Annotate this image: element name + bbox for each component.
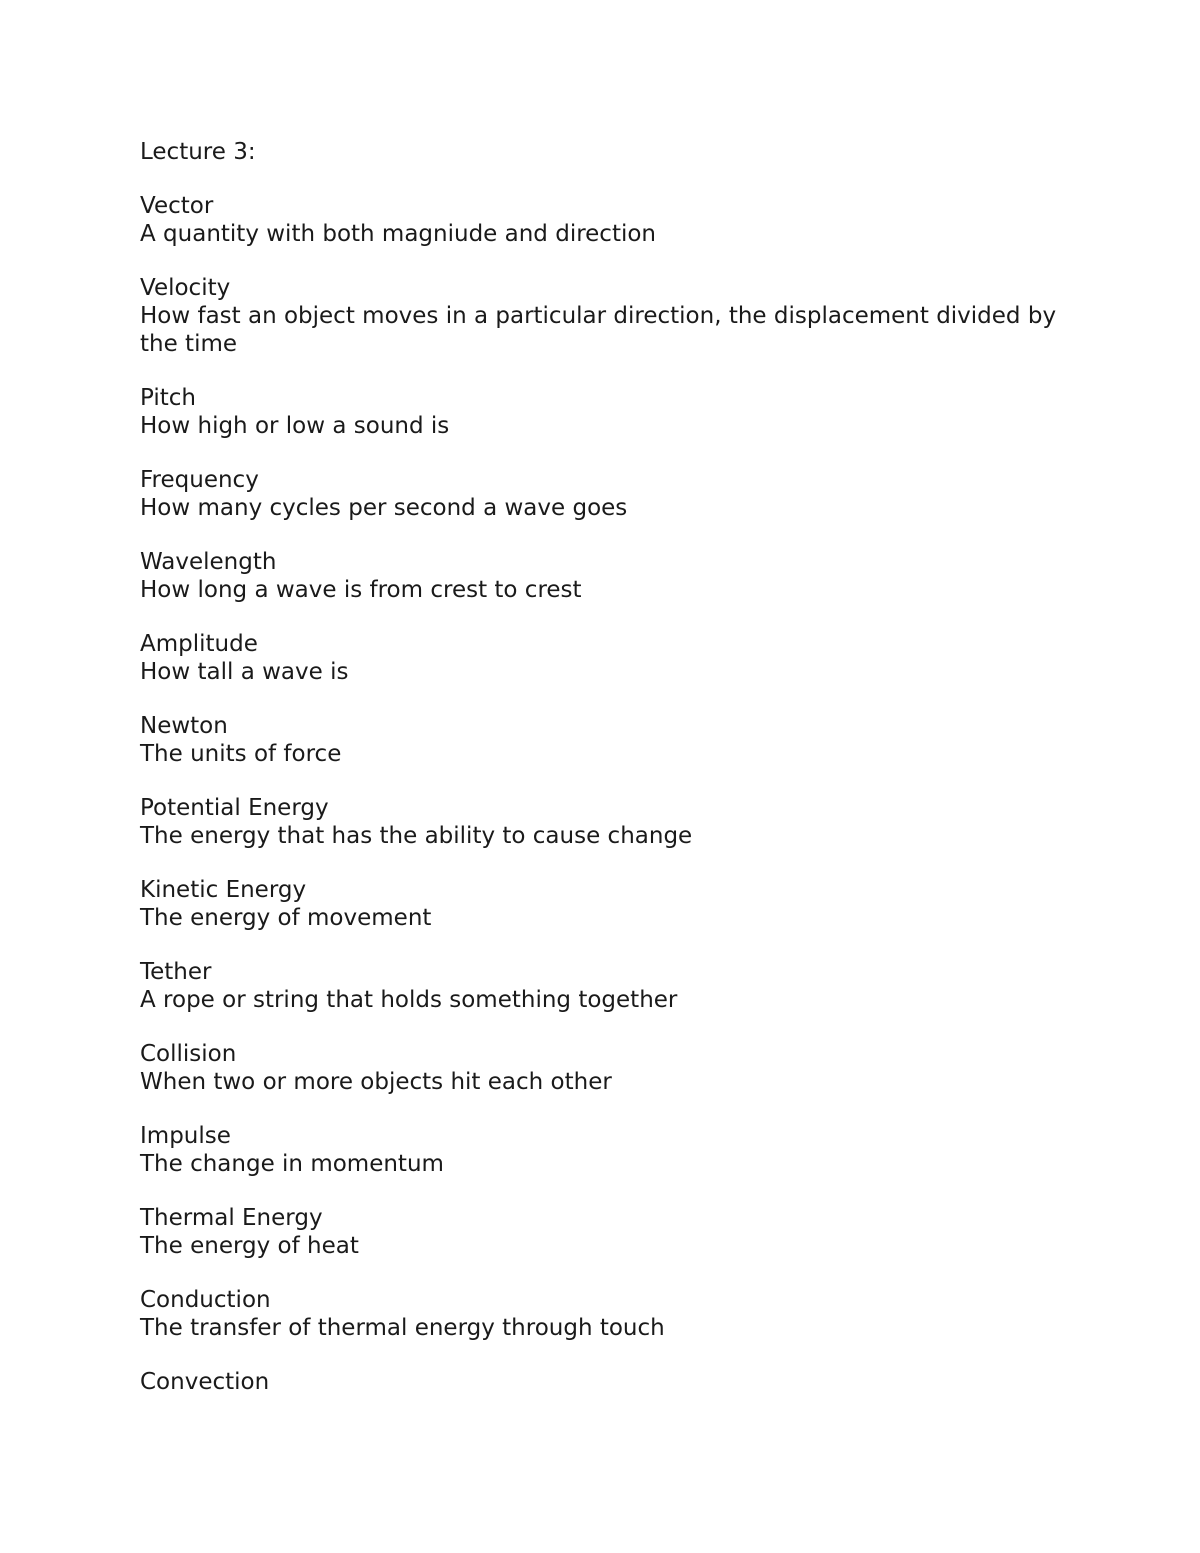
glossary-entry <box>140 548 1060 604</box>
glossary-entry <box>140 958 1060 1014</box>
page-title: Lecture 3: <box>140 139 256 165</box>
entry-term: Potential Energy <box>140 795 329 821</box>
entry-definition: How tall a wave is <box>140 659 349 685</box>
glossary-entry <box>140 876 1060 932</box>
entry-term: Amplitude <box>140 631 258 657</box>
glossary-entry <box>140 794 1060 850</box>
entry-term: Convection <box>140 1369 270 1395</box>
entry-term: Conduction <box>140 1287 271 1313</box>
glossary-entry <box>140 192 1060 248</box>
glossary-entry <box>140 1040 1060 1096</box>
entry-definition: How many cycles per second a wave goes <box>140 495 628 521</box>
entry-definition: How high or low a sound is <box>140 413 450 439</box>
glossary-entry <box>140 384 1060 440</box>
entry-definition: When two or more objects hit each other <box>140 1069 612 1095</box>
glossary-entry <box>140 1286 1060 1342</box>
entry-term: Velocity <box>140 275 231 301</box>
entry-term: Tether <box>140 959 212 985</box>
glossary-entry <box>140 274 1060 358</box>
entry-definition: The units of force <box>140 741 342 767</box>
glossary-entry <box>140 1204 1060 1260</box>
entry-term: Kinetic Energy <box>140 877 307 903</box>
glossary-entry <box>140 466 1060 522</box>
entry-definition: The energy of heat <box>140 1233 359 1259</box>
document-body <box>140 138 1060 1422</box>
glossary-entry <box>140 712 1060 768</box>
entry-term: Collision <box>140 1041 237 1067</box>
entry-definition: How long a wave is from crest to crest <box>140 577 582 603</box>
entry-term: Thermal Energy <box>140 1205 323 1231</box>
entry-definition: The energy of movement <box>140 905 432 931</box>
entry-definition: The transfer of thermal energy through touch <box>140 1315 665 1341</box>
glossary-entry <box>140 1368 1060 1396</box>
entry-term: Vector <box>140 193 214 219</box>
glossary-entry <box>140 1122 1060 1178</box>
entry-definition: A rope or string that holds something together <box>140 987 678 1013</box>
entry-definition: The energy that has the ability to cause change <box>140 823 693 849</box>
entry-definition: A quantity with both magniude and direction <box>140 221 657 247</box>
entry-term: Newton <box>140 713 228 739</box>
entry-term: Impulse <box>140 1123 231 1149</box>
entry-definition: The change in momentum <box>140 1151 444 1177</box>
entry-definition: How fast an object moves in a particular direction, the displacement divided by the time <box>140 303 1057 357</box>
glossary-entry <box>140 630 1060 686</box>
entry-term: Wavelength <box>140 549 277 575</box>
entry-term: Pitch <box>140 385 196 411</box>
entry-term: Frequency <box>140 467 259 493</box>
